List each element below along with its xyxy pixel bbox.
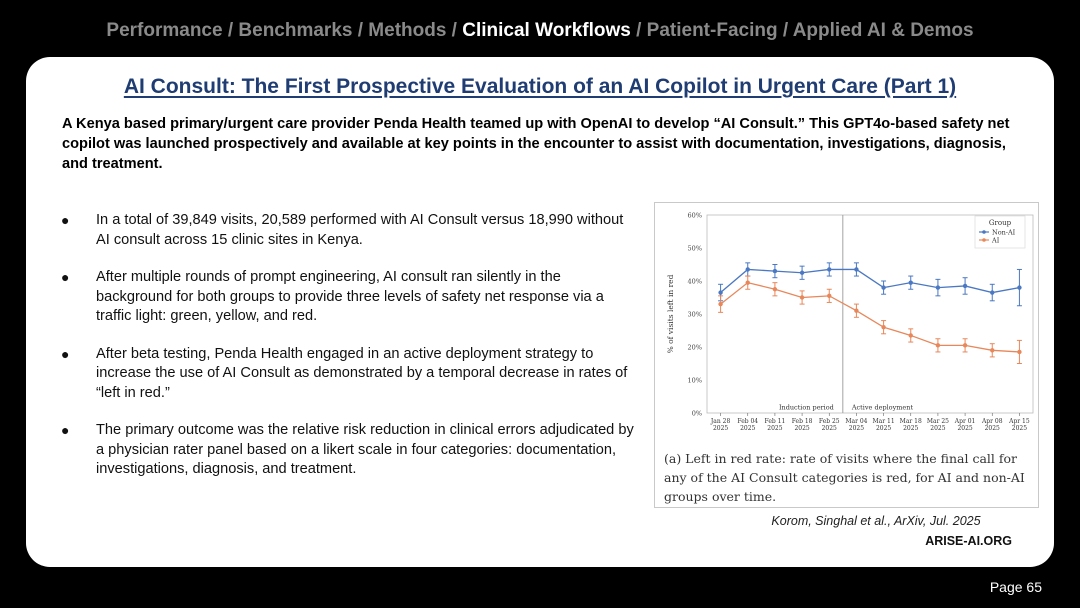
intro-text: A Kenya based primary/urgent care provider Penda Health teamed up with OpenAI to develop “AI Consult.” This GPT4o-based safety net copilot was launched prospectively and available at key points in the encounter to assist with documentation, investigations, diagnosis, and treatment. — [62, 116, 1010, 172]
bullet-list — [58, 211, 638, 498]
non-ai-data-point — [909, 280, 913, 284]
bullet-item — [58, 268, 638, 327]
non-ai-data-point — [827, 267, 831, 271]
period-label-active: Active deployment — [851, 403, 914, 412]
x-tick-label: 2025 — [740, 425, 756, 432]
non-ai-data-point — [746, 267, 750, 271]
y-tick-label: 40% — [687, 277, 702, 286]
breadcrumb-suffix[interactable]: / Patient-Facing / Applied AI & Demos — [630, 20, 974, 41]
y-axis-label: % of visits left in red — [666, 274, 675, 354]
x-tick-label: 2025 — [957, 425, 973, 432]
non-ai-data-point — [990, 290, 994, 294]
x-tick-label: 2025 — [848, 425, 865, 432]
legend-marker-ai — [982, 238, 986, 242]
x-tick-label: Mar 25 — [926, 418, 949, 425]
ai-data-point — [854, 309, 858, 313]
x-tick-label: Jan 28 — [710, 418, 731, 425]
bullet-icon: ● — [61, 212, 70, 228]
page-number: Page 65 — [989, 579, 1042, 595]
x-tick-label: 2025 — [903, 425, 919, 432]
bullet-text: The primary outcome was the relative risk reduction in clinical errors adjudicated by a physician rater panel based on a likert scale in four categories: documentation, investigations, diagnosis, and treatment. — [96, 422, 634, 477]
figure-panel — [654, 202, 1039, 508]
x-tick-label: Feb 18 — [791, 418, 813, 425]
bullet-icon: ● — [61, 345, 70, 362]
x-tick-label: Feb 25 — [818, 418, 840, 425]
x-tick-label: 2025 — [794, 425, 810, 432]
non-ai-data-point — [881, 285, 885, 289]
x-tick-label: 2025 — [712, 425, 729, 432]
legend-label-ai: AI — [992, 236, 1000, 245]
x-tick-label: Mar 11 — [872, 418, 895, 425]
breadcrumb-prefix[interactable]: Performance / Benchmarks / Methods / — [106, 20, 463, 41]
ai-data-point — [990, 348, 994, 352]
ai-data-point — [718, 302, 722, 306]
x-tick-label: Mar 04 — [845, 418, 868, 425]
x-tick-label: Apr 15 — [1009, 418, 1030, 425]
bullet-item — [58, 345, 638, 404]
period-label-induction: Induction period — [778, 403, 834, 412]
non-ai-data-point — [854, 267, 858, 271]
breadcrumb-active[interactable]: Clinical Workflows — [462, 20, 631, 41]
ai-data-point — [936, 343, 940, 347]
ai-data-point — [909, 333, 913, 337]
x-tick-label: Mar 18 — [899, 418, 922, 425]
ai-data-point — [746, 280, 750, 284]
x-tick-label: 2025 — [821, 425, 837, 432]
y-tick-label: 10% — [687, 376, 702, 385]
bullet-icon: ● — [61, 269, 70, 285]
x-tick-label: 2025 — [984, 425, 1000, 432]
y-tick-label: 30% — [687, 310, 702, 319]
ai-data-point — [881, 325, 885, 329]
figure-caption: (a) Left in red rate: rate of visits where the final call for any of the AI Consult categories is red, for AI and non-AI groups over time. — [664, 451, 1025, 504]
slide-card — [26, 57, 1054, 567]
bullet-item — [58, 421, 638, 480]
y-tick-label: 50% — [687, 244, 702, 253]
bullet-item — [58, 211, 638, 250]
bullet-text: In a total of 39,849 visits, 20,589 performed with AI Consult versus 18,990 without AI consult across 15 clinic sites in Kenya. — [96, 212, 624, 248]
line-chart — [655, 203, 1040, 449]
bullet-text: After beta testing, Penda Health engaged in an active deployment strategy to increase the use of AI Consult as demonstrated by a temporal decrease in rates of “left in red.” — [96, 345, 628, 401]
ai-data-point — [1017, 350, 1021, 354]
x-tick-label: Apr 01 — [954, 418, 976, 425]
x-tick-label: Apr 08 — [981, 418, 1003, 425]
legend-label-non-ai: Non-AI — [992, 228, 1016, 237]
citation: Korom, Singhal et al., ArXiv, Jul. 2025 — [771, 514, 981, 528]
ai-data-point — [963, 343, 967, 347]
bullet-text: After multiple rounds of prompt engineering, AI consult ran silently in the background for both groups to provide three levels of safety net response via a traffic light: green, yellow, and red. — [96, 269, 604, 324]
bullet-icon: ● — [61, 422, 70, 438]
y-tick-label: 20% — [687, 343, 702, 352]
y-tick-label: 0% — [691, 409, 702, 418]
x-tick-label: 2025 — [767, 425, 783, 432]
breadcrumb — [0, 20, 1080, 42]
ai-data-point — [800, 295, 804, 299]
legend-title: Group — [988, 219, 1012, 227]
non-ai-data-point — [936, 285, 940, 289]
x-tick-label: Feb 11 — [764, 418, 786, 425]
org-label: ARISE-AI.ORG — [925, 534, 1012, 548]
x-tick-label: 2025 — [930, 425, 946, 432]
x-tick-label: Feb 04 — [737, 418, 759, 425]
non-ai-data-point — [1017, 285, 1021, 289]
ai-data-point — [827, 294, 831, 298]
y-tick-label: 60% — [687, 211, 702, 220]
non-ai-data-point — [963, 284, 967, 288]
non-ai-data-point — [773, 269, 777, 273]
non-ai-data-point — [800, 271, 804, 275]
x-tick-label: 2025 — [1011, 425, 1028, 432]
slide-title: AI Consult: The First Prospective Evaluation of an AI Copilot in Urgent Care (Part 1) — [123, 75, 957, 98]
non-ai-data-point — [718, 290, 722, 294]
ai-data-point — [773, 287, 777, 291]
legend-marker-non-ai — [982, 230, 986, 234]
x-tick-label: 2025 — [875, 425, 892, 432]
